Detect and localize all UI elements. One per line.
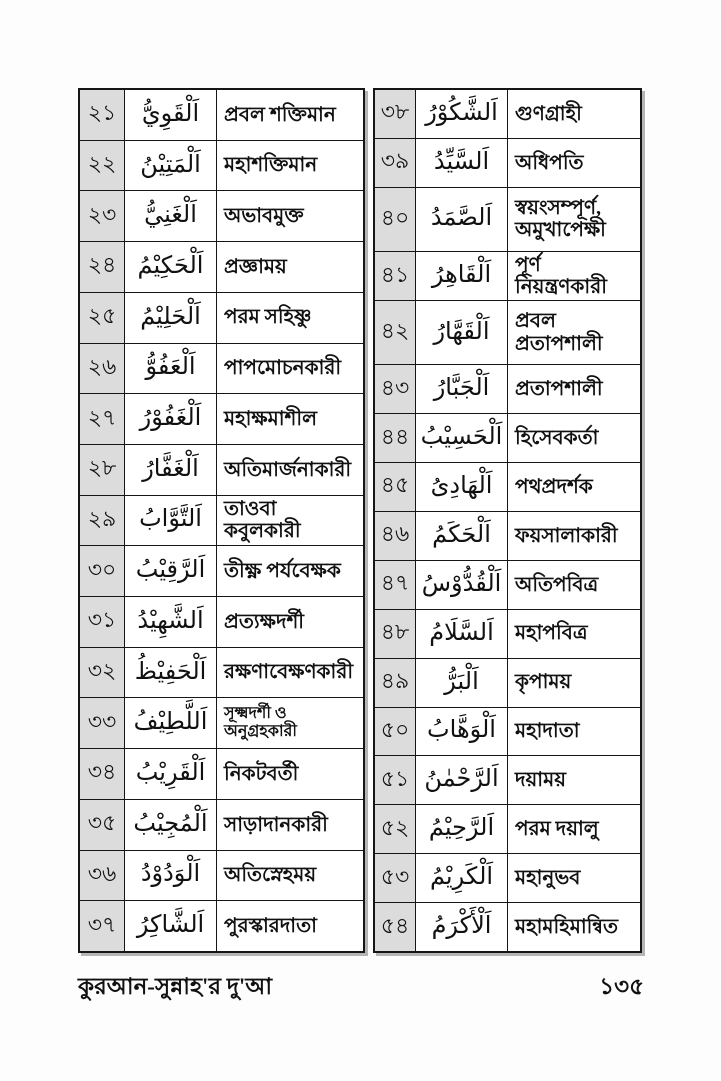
table-row [80,698,363,749]
meaning-cell: মহাশক্তিমান [224,154,318,177]
meaning-cell: পূর্ণ নিয়ন্ত্রণকারী [515,253,607,298]
table-row [80,749,363,800]
serial-number-cell: ২২ [80,141,125,191]
meaning-cell: মহানুভব [515,867,581,889]
table-row [80,648,363,699]
arabic-name-cell: اَلْحَفِيْظُ [125,648,217,698]
table-row [375,854,640,903]
serial-number-cell: ৩৪ [80,749,125,799]
arabic-name-cell: اَلْقَاهِرُ [416,252,508,300]
meaning-cell: মহাদাতা [515,720,580,743]
meaning-cell: অতিপবিত্র [515,573,599,596]
table-row [375,463,640,512]
table-row [375,610,640,659]
serial-number-cell: ২৭ [80,394,125,444]
arabic-name-cell: اَلرَّحِيْمُ [416,805,508,853]
arabic-name-cell: اَلْغَنِيُّ [125,191,217,241]
serial-number-cell: ৪৩ [375,365,416,413]
arabic-name-cell: اَلْغَفَّارُ [125,445,217,495]
serial-number-cell: ৫৩ [375,854,416,902]
table-row [80,90,363,141]
meaning-cell: অধিপতি [515,151,584,174]
arabic-name-cell: اَلْعَفُوُّ [125,344,217,394]
meaning-cell: তাওবা কবুলকারী [224,498,301,543]
footer [78,968,644,1007]
serial-number-cell: ৩১ [80,597,125,647]
arabic-name-cell: اَلْمَتِيْنُ [125,141,217,191]
meaning-cell: পাপমোচনকারী [224,357,342,380]
meaning-cell: অতিস্নেহময় [224,864,317,887]
arabic-name-cell: اَلرَّقِيْبُ [125,546,217,596]
table-row [80,445,363,496]
serial-number-cell: ৪৪ [375,414,416,462]
meaning-cell: দয়াময় [515,769,566,792]
arabic-name-cell: اَلْحَسِيْبُ [416,414,508,462]
serial-number-cell: ৪১ [375,252,416,300]
serial-number-cell: ৪২ [375,301,416,364]
meaning-cell: মহাক্ষমাশীল [224,407,317,430]
serial-number-cell: ৪০ [375,188,416,251]
table-row [80,242,363,293]
arabic-name-cell: اَللَّطِيْفُ [125,698,217,748]
arabic-name-cell: اَلْوَدُوْدُ [125,851,217,901]
serial-number-cell: ৫১ [375,756,416,804]
meaning-cell: পথপ্রদর্শক [515,475,593,498]
table-row [80,191,363,242]
serial-number-cell: ৫৪ [375,903,416,951]
table-row [80,901,363,951]
table-row [375,90,640,139]
meaning-cell: পুরস্কারদাতা [224,914,317,937]
serial-number-cell: ২৯ [80,496,125,546]
arabic-name-cell: اَلسَّلَامُ [416,610,508,658]
table-row [375,805,640,854]
arabic-name-cell: اَلشَّهِيْدُ [125,597,217,647]
arabic-name-cell: اَلرَّحْمٰنُ [416,756,508,804]
table-row [80,851,363,902]
serial-number-cell: ২৪ [80,242,125,292]
table-row [375,903,640,951]
table-row [80,141,363,192]
arabic-name-cell: اَلْقُدُّوْسُ [416,561,508,609]
arabic-name-cell: اَلْحَكِيْمُ [125,242,217,292]
serial-number-cell: ৩৫ [80,800,125,850]
serial-number-cell: ৪৬ [375,512,416,560]
serial-number-cell: ৪৯ [375,659,416,707]
serial-number-cell: ৪৭ [375,561,416,609]
meaning-cell: সাড়াদানকারী [224,813,328,836]
meaning-cell: স্বয়ংসম্পূর্ণ, অমুখাপেক্ষী [515,197,606,242]
meaning-cell: পরম দয়ালু [515,818,599,841]
serial-number-cell: ২৫ [80,293,125,343]
meaning-cell: পরম সহিষ্ণু [224,306,312,329]
table-row [375,414,640,463]
table-row [375,365,640,414]
table-row [80,496,363,547]
table-row [80,800,363,851]
names-table-right [373,88,642,953]
serial-number-cell: ৩০ [80,546,125,596]
arabic-name-cell: اَلْغَفُوْرُ [125,394,217,444]
arabic-name-cell: اَلْهَادِىُ [416,463,508,511]
meaning-cell: রক্ষণাবেক্ষণকারী [224,661,354,684]
meaning-cell: অতিমার্জনাকারী [224,458,352,481]
arabic-name-cell: اَلشَّكُوْرُ [416,90,508,138]
serial-number-cell: ৩৩ [80,698,125,748]
serial-number-cell: ৪৫ [375,463,416,511]
table-row [80,293,363,344]
meaning-cell: প্রবল শক্তিমান [224,103,336,126]
serial-number-cell: ৪৮ [375,610,416,658]
meaning-cell: তীক্ষ্ণ পর্যবেক্ষক [224,559,341,582]
serial-number-cell: ৫০ [375,708,416,756]
meaning-cell: মহামহিমান্বিত [515,915,618,938]
names-table-left [78,88,365,953]
arabic-name-cell: اَلْحَكَمُ [416,512,508,560]
meaning-cell: প্রত্যক্ষদর্শী [224,610,305,633]
table-row [375,512,640,561]
arabic-name-cell: اَلْقَهَّارُ [416,301,508,364]
arabic-name-cell: اَلْوَهَّابُ [416,708,508,756]
serial-number-cell: ৩৮ [375,90,416,138]
meaning-cell: প্রবল প্রতাপশালী [515,310,603,355]
meaning-cell: প্রজ্ঞাময় [224,255,287,278]
serial-number-cell: ২৬ [80,344,125,394]
arabic-name-cell: اَلصَّمَدُ [416,188,508,251]
arabic-name-cell: اَلْقَرِيْبُ [125,749,217,799]
book-title: কুরআন-সুন্নাহ'র দু'আ [78,974,273,999]
table-row [80,344,363,395]
serial-number-cell: ৩২ [80,648,125,698]
arabic-name-cell: اَلْقَوِيُّ [125,90,217,140]
serial-number-cell: ২৮ [80,445,125,495]
arabic-name-cell: اَلْمُجِيْبُ [125,800,217,850]
arabic-name-cell: اَلْكَرِيْمُ [416,854,508,902]
arabic-name-cell: اَلْبَرُّ [416,659,508,707]
meaning-cell: ফয়সালাকারী [515,524,618,547]
table-row [375,301,640,365]
arabic-name-cell: اَلْحَلِيْمُ [125,293,217,343]
page-number: ১৩৫ [599,974,644,999]
meaning-cell: অভাবমুক্ত [224,205,304,228]
arabic-name-cell: اَلسَّيِّدُ [416,139,508,187]
arabic-name-cell: اَلْأَكْرَمُ [416,903,508,951]
arabic-name-cell: اَلتَّوَّابُ [125,496,217,546]
serial-number-cell: ২১ [80,90,125,140]
serial-number-cell: ২৩ [80,191,125,241]
table-row [375,139,640,188]
arabic-name-cell: اَلْجَبَّارُ [416,365,508,413]
serial-number-cell: ৩৯ [375,139,416,187]
table-row [375,561,640,610]
table-row [80,597,363,648]
table-row [80,394,363,445]
table-row [375,756,640,805]
meaning-cell: হিসেবকর্তা [515,426,599,449]
serial-number-cell: ৩৬ [80,851,125,901]
arabic-name-cell: اَلشَّاكِرُ [125,901,217,951]
meaning-cell: প্রতাপশালী [515,377,603,400]
meaning-cell: গুণগ্রাহী [515,102,582,125]
table-row [375,659,640,708]
table-row [375,252,640,301]
table-row [375,188,640,252]
serial-number-cell: ৫২ [375,805,416,853]
meaning-cell: কৃপাময় [515,671,572,694]
serial-number-cell: ৩৭ [80,901,125,951]
meaning-cell: নিকটবর্তী [224,762,299,785]
table-row [375,708,640,757]
meaning-cell: মহাপবিত্র [515,622,588,645]
table-row [80,546,363,597]
meaning-cell: সূক্ষ্মদর্শী ও অনুগ্রহকারী [224,705,298,741]
